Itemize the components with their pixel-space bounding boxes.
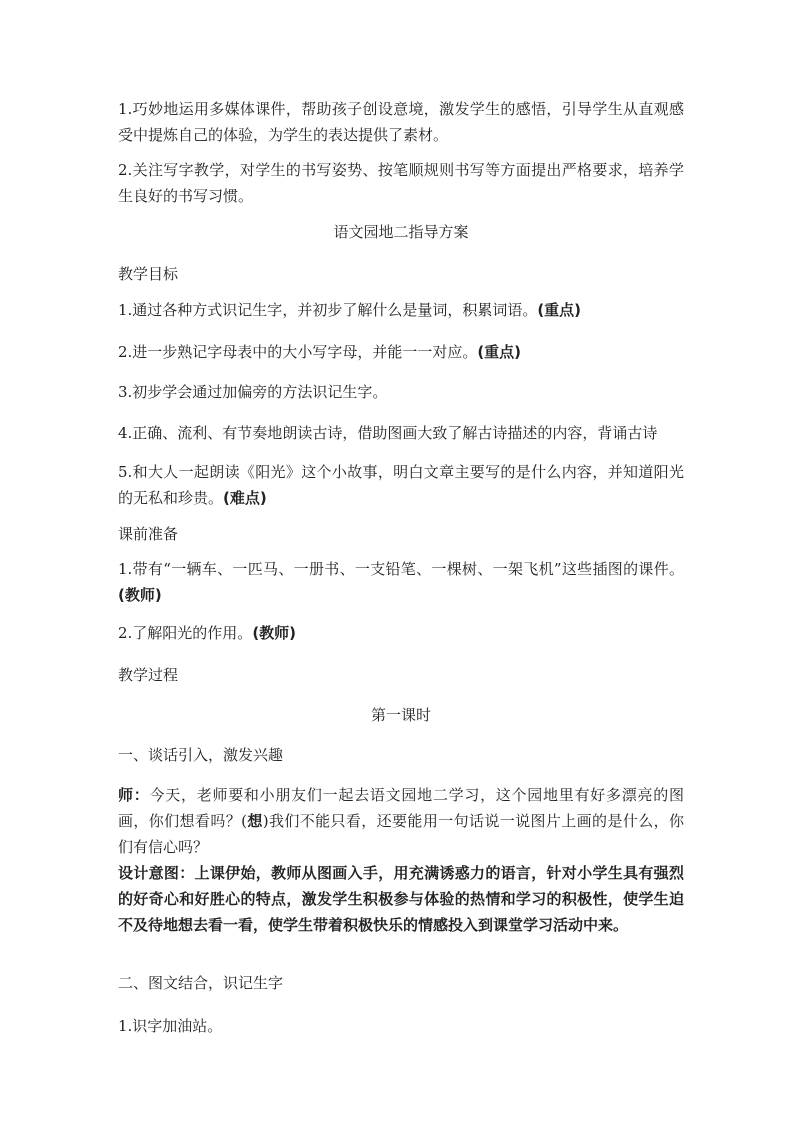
teacher-dialogue xyxy=(118,782,684,860)
document-title: 语文园地二指导方案 xyxy=(333,223,469,241)
goal-item-4 xyxy=(118,420,684,446)
design-intent: 设计意图：上课伊始，教师从图画入手，用充满诱惑力的语言，针对小学生具有强烈的好奇心和好胜心的特点，激发学生积极参与体验的热情和学习的积极性，使学生迫不及待地想去看一看，使学生带着积极快乐的情感投入到课堂学习活动中来。 xyxy=(118,864,684,934)
goal-item-3 xyxy=(118,379,684,405)
step-1: 1.识字加油站。 xyxy=(118,1017,223,1035)
prep-item-2-text: 2.了解阳光的作用。 xyxy=(118,624,253,642)
goal-item-2-text: 2.进一步熟记字母表中的大小写字母，并能一一对应。 xyxy=(118,343,478,361)
lesson-title: 第一课时 xyxy=(370,706,431,724)
goal-item-5-text: 5.和大人一起朗读《阳光》这个小故事，明白文章主要写的是什么内容，并知道阳光的无私和珍贵。 xyxy=(118,463,684,507)
intro-item-1: 1.巧妙地运用多媒体课件，帮助孩子创设意境，激发学生的感悟，引导学生从直观感受中提炼自己的体验，为学生的表达提供了素材。 xyxy=(118,100,684,144)
prep-item-2 xyxy=(118,620,684,646)
goal-item-2 xyxy=(118,339,684,365)
prep-heading: 课前准备 xyxy=(118,525,179,543)
goals-heading: 教学目标 xyxy=(118,265,179,283)
prep-item-1-text: 1.带有“一辆车、一匹马、一册书、一支铅笔、一棵树、一架飞机”这些插图的课件。 xyxy=(118,560,684,578)
teacher-think: 想 xyxy=(246,812,263,830)
goal-item-2-tag: (重点) xyxy=(477,343,522,361)
section-1-heading: 一、谈话引入，激发兴趣 xyxy=(118,746,284,764)
process-heading: 教学过程 xyxy=(118,666,179,684)
prep-item-1-tag: (教师) xyxy=(118,586,162,604)
goal-item-1-tag: (重点) xyxy=(537,301,582,319)
section-2-heading: 二、图文结合，识记生字 xyxy=(118,974,284,992)
prep-item-2-tag: (教师) xyxy=(252,624,297,642)
goal-item-1-text: 1.通过各种方式识记生字，并初步了解什么是量词，积累词语。 xyxy=(118,301,538,319)
prep-item-1 xyxy=(118,556,684,608)
goal-item-4-text: 4.正确、流利、有节奏地朗读古诗，借助图画大致了解古诗描述的内容，背诵古诗 xyxy=(118,424,658,442)
goal-item-5 xyxy=(118,459,684,511)
goal-item-3-text: 3.初步学会通过加偏旁的方法识记生字。 xyxy=(118,383,388,401)
teacher-label: 师： xyxy=(118,786,150,804)
intro-item-2: 2.关注写字教学，对学生的书写姿势、按笔顺规则书写等方面提出严格要求，培养学生良好的书写习惯。 xyxy=(118,161,684,205)
goal-item-5-tag: (难点) xyxy=(223,489,267,507)
goal-item-1 xyxy=(118,297,684,323)
teacher-text-b: )我们不能只看，还要能用一句话说一说图片上画的是什么，你们有信心吗？ xyxy=(118,812,684,856)
teacher-text-a: 今天，老师要和小朋友们一起去语文园地二学习，这个园地里有好多漂亮的图画，你们想看吗？( xyxy=(118,786,684,830)
